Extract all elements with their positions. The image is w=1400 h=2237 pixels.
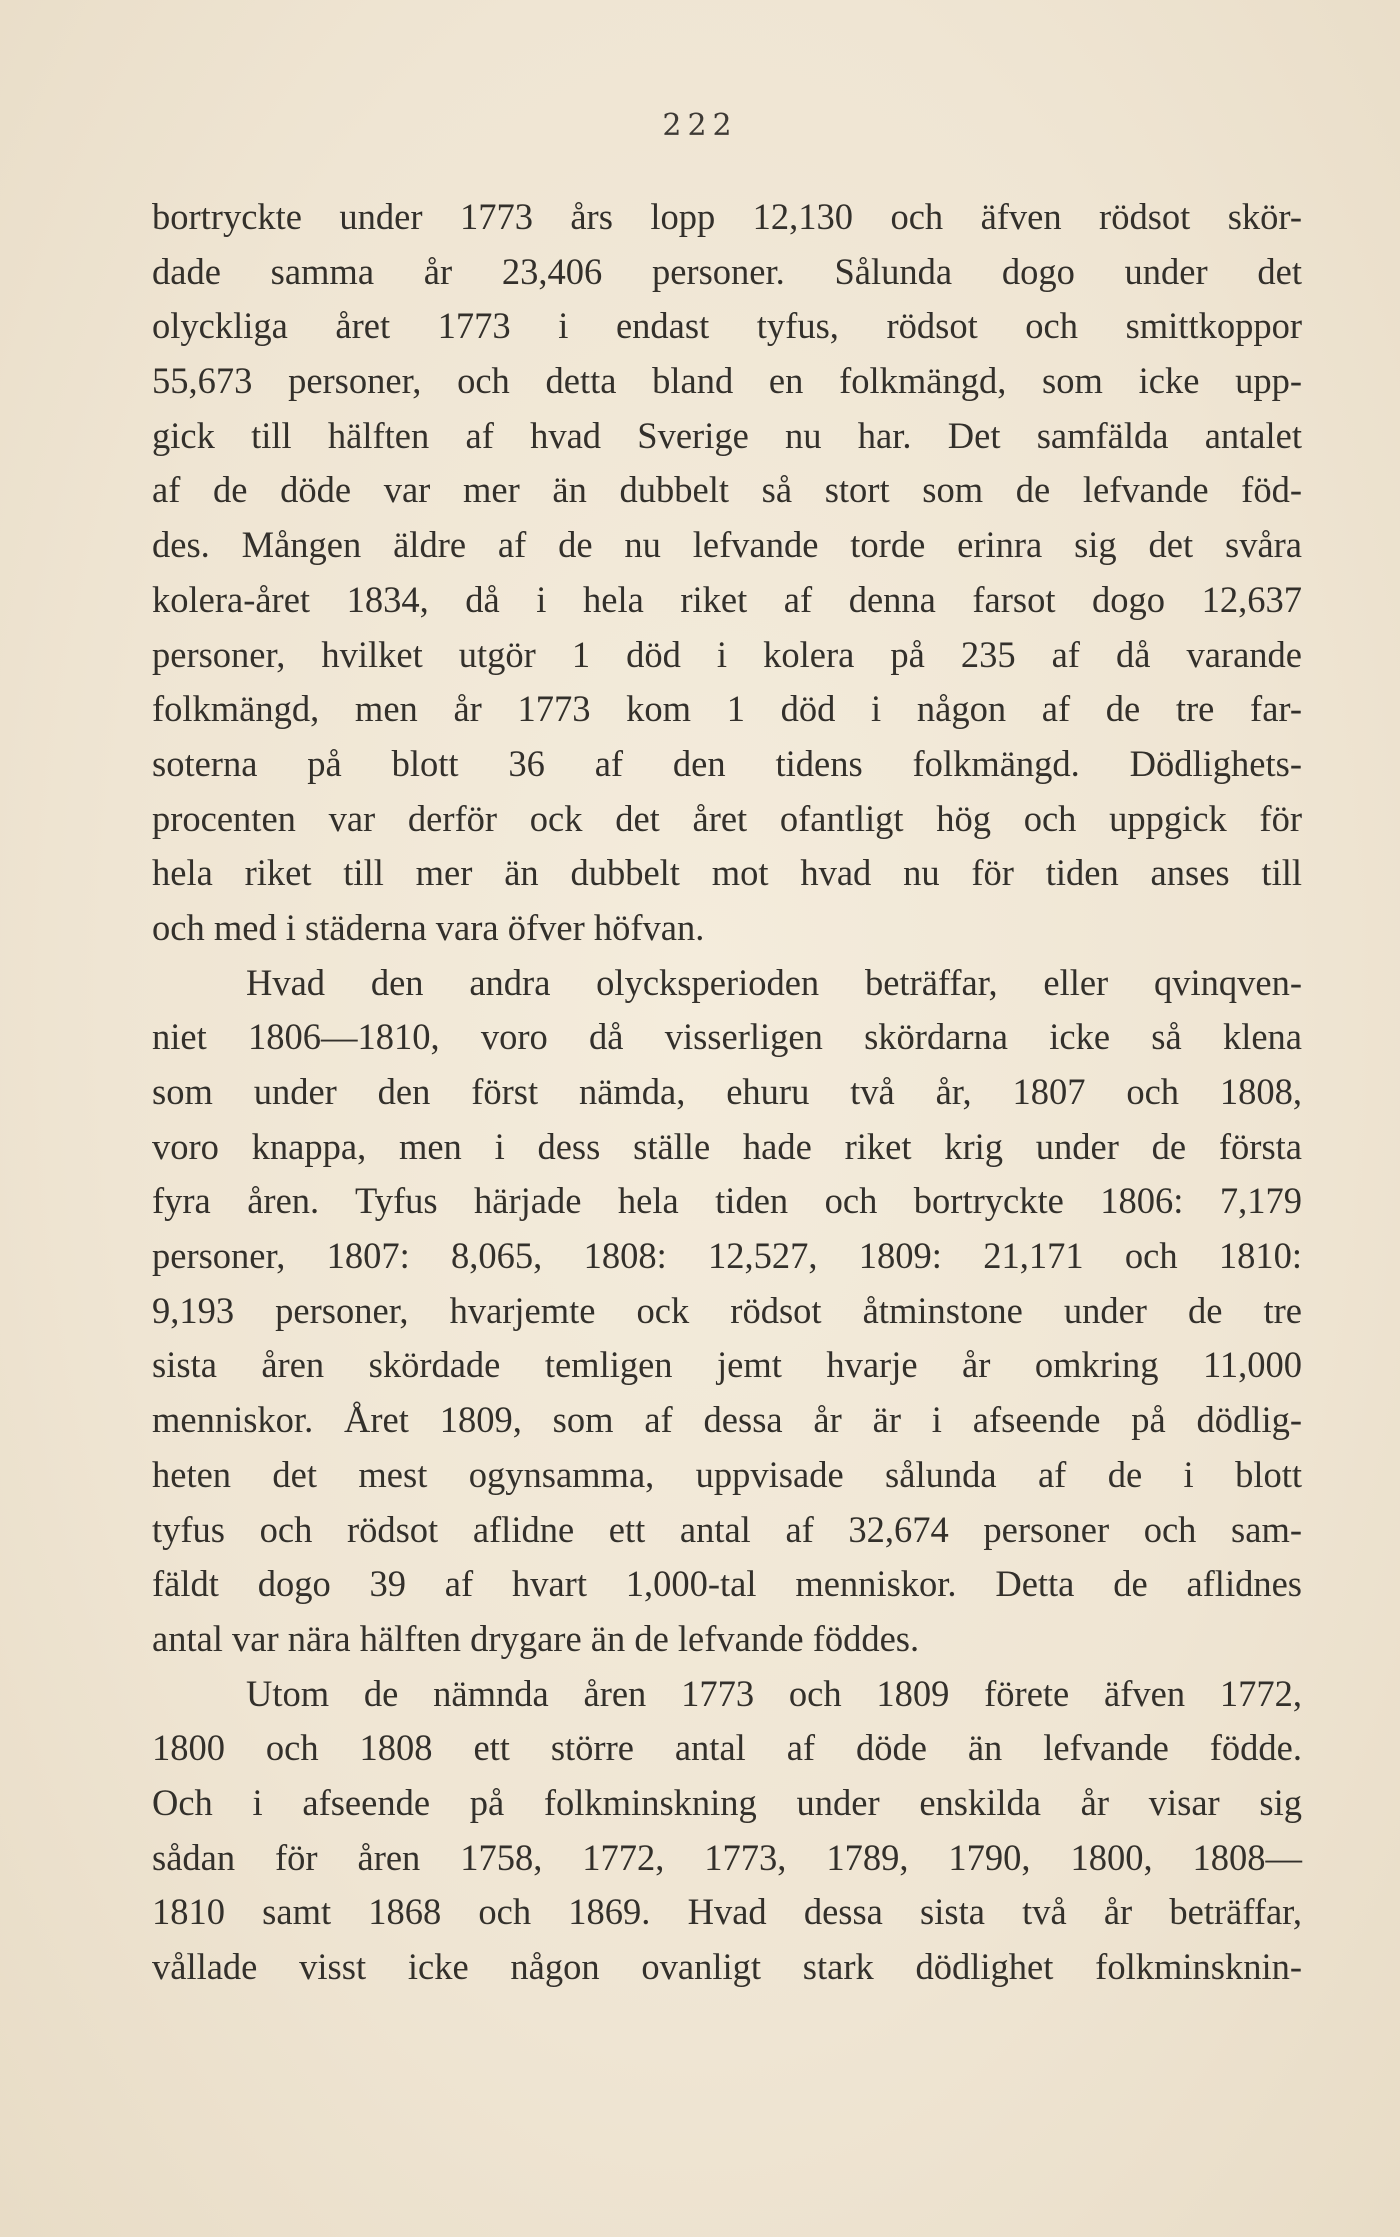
body-text: [152, 190, 1302, 1995]
paragraph-1: [152, 190, 1302, 956]
paragraph-3: [152, 1667, 1302, 1995]
text-line: bortryckte under 1773 års lopp 12,130 och äfven rödsot skör-: [152, 196, 1302, 237]
text-line: antal var nära hälften drygare än de lefvande föddes.: [152, 1617, 920, 1659]
text-line: des. Mången äldre af de nu lefvande torde erinra sig det svåra: [152, 524, 1302, 566]
text-line: Hvad den andra olycksperioden beträffar, eller qvinqven-: [246, 961, 1302, 1003]
text-line: personer, hvilket utgör 1 död i kolera på 235 af då varande: [152, 633, 1302, 675]
text-line: soterna på blott 36 af den tidens folkmängd. Dödlighets-: [152, 742, 1302, 784]
text-line: hela riket till mer än dubbelt mot hvad nu för tiden anses till: [152, 852, 1302, 894]
text-line: fäldt dogo 39 af hvart 1,000-tal menniskor. Detta de aflidnes: [152, 1563, 1302, 1605]
page-number: 222: [662, 108, 738, 143]
text-line: personer, 1807: 8,065, 1808: 12,527, 1809: 21,171 och 1810:: [152, 1235, 1302, 1277]
text-line: dade samma år 23,406 personer. Sålunda dogo under det: [152, 250, 1302, 292]
text-line: 1810 samt 1868 och 1869. Hvad dessa sista två år beträffar,: [152, 1891, 1302, 1933]
text-line: och med i städerna vara öfver höfvan.: [152, 906, 705, 948]
paragraph-2: [152, 956, 1302, 1667]
text-line: gick till hälften af hvad Sverige nu har. Det samfälda antalet: [152, 414, 1302, 456]
text-line: 1800 och 1808 ett större antal af döde än lefvande födde.: [152, 1727, 1302, 1769]
text-line: sista åren skördade temligen jemt hvarje år omkring 11,000: [152, 1344, 1302, 1386]
text-line: fyra åren. Tyfus härjade hela tiden och bortryckte 1806: 7,179: [152, 1180, 1302, 1222]
text-line: menniskor. Året 1809, som af dessa år är i afseende på dödlig-: [152, 1399, 1302, 1441]
text-line: af de döde var mer än dubbelt så stort som de lefvande föd-: [152, 469, 1302, 511]
text-line: som under den först nämda, ehuru två år, 1807 och 1808,: [152, 1071, 1302, 1112]
text-line: folkmängd, men år 1773 kom 1 död i någon af de tre far-: [152, 688, 1302, 730]
text-line: procenten var derför ock det året ofantligt hög och uppgick för: [152, 797, 1302, 839]
text-line: voro knappa, men i dess ställe hade riket krig under de första: [152, 1125, 1302, 1167]
text-line: olyckliga året 1773 i endast tyfus, rödsot och smittkoppor: [152, 305, 1302, 347]
text-line: 55,673 personer, och detta bland en folkmängd, som icke upp-: [152, 360, 1302, 402]
text-line: 9,193 personer, hvarjemte ock rödsot åtminstone under de tre: [152, 1289, 1302, 1331]
text-line: kolera-året 1834, då i hela riket af denna farsot dogo 12,637: [152, 578, 1302, 620]
text-line: Och i afseende på folkminskning under enskilda år visar sig: [152, 1781, 1302, 1823]
text-line: sådan för åren 1758, 1772, 1773, 1789, 1790, 1800, 1808—: [152, 1836, 1302, 1878]
text-line: tyfus och rödsot aflidne ett antal af 32,674 personer och sam-: [152, 1508, 1302, 1550]
text-line: heten det mest ogynsamma, uppvisade sålunda af de i blott: [152, 1453, 1302, 1495]
text-line: niet 1806—1810, voro då visserligen skördarna icke så klena: [152, 1016, 1302, 1058]
text-line: vållade visst icke någon ovanligt stark dödlighet folkminsknin-: [152, 1946, 1302, 1987]
text-line: Utom de nämnda åren 1773 och 1809 förete äfven 1772,: [246, 1672, 1302, 1714]
